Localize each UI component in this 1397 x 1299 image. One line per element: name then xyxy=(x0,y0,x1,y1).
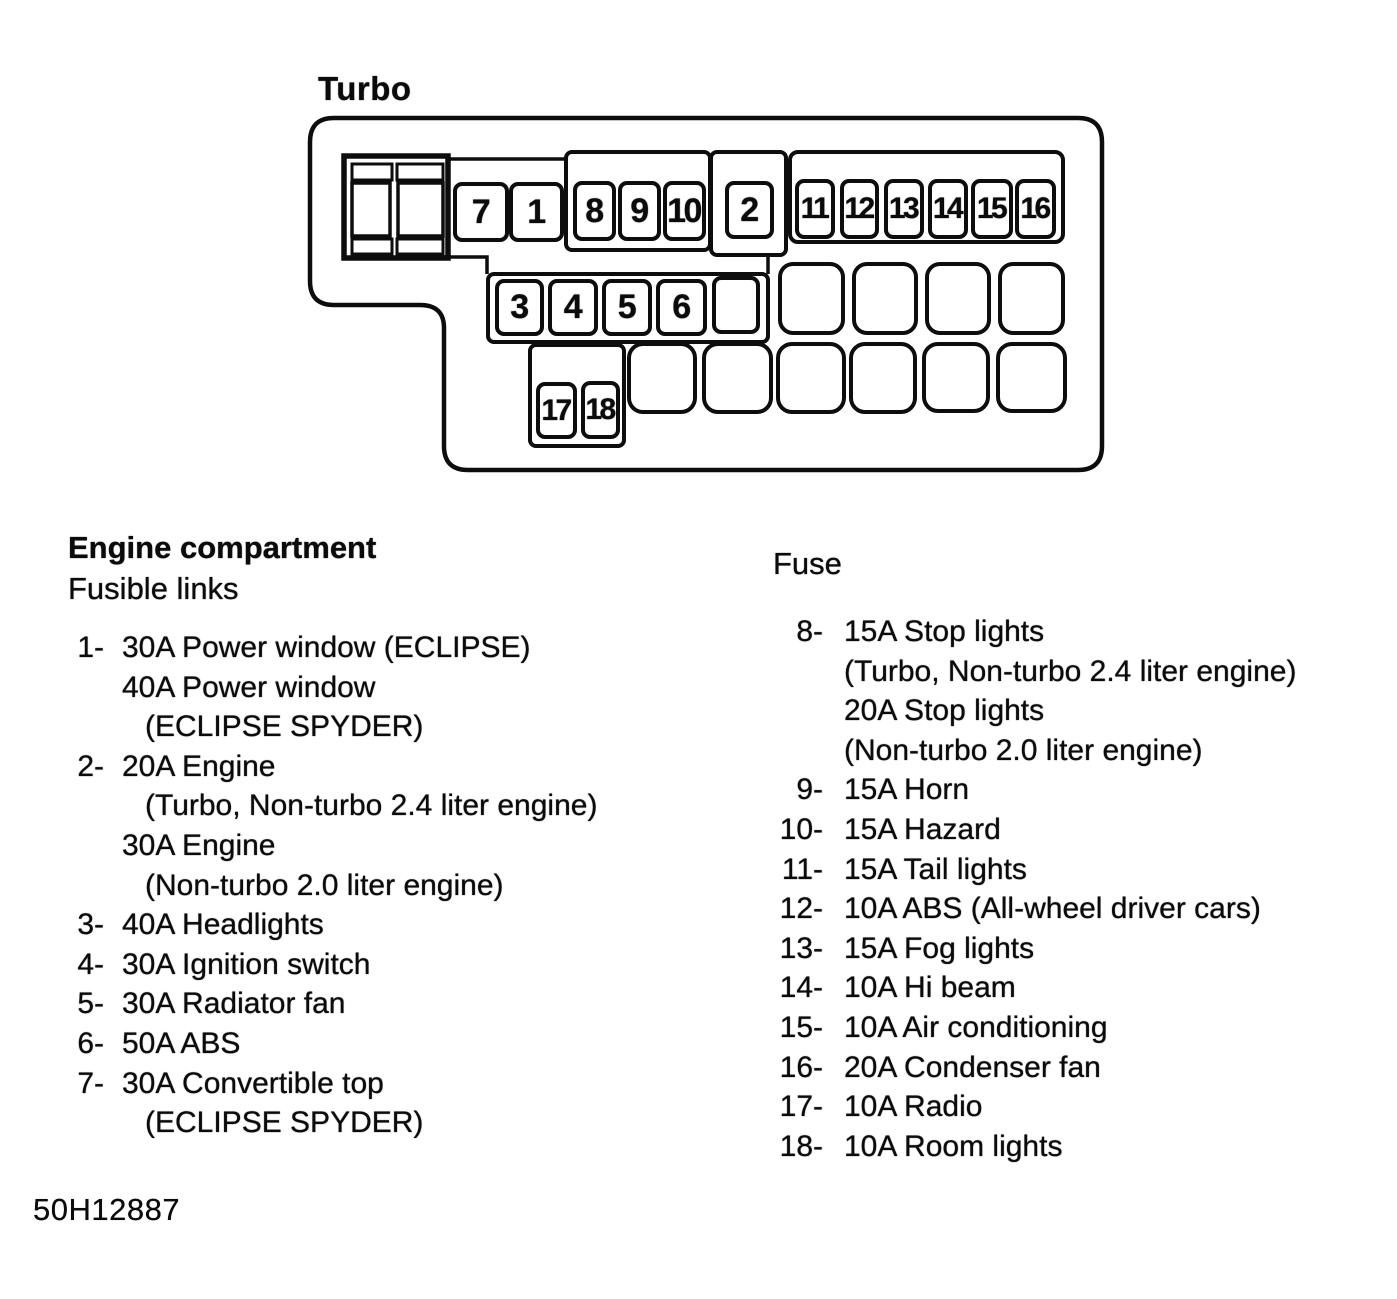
list-item xyxy=(763,731,1296,771)
item-number: 7- xyxy=(77,1066,104,1100)
item-number xyxy=(68,1103,104,1143)
item-text: 20A Engine xyxy=(122,749,276,783)
list-item xyxy=(68,826,597,866)
list-item xyxy=(763,770,1296,810)
list-item xyxy=(68,1064,597,1104)
item-text: 20A Stop lights xyxy=(844,694,1045,728)
item-text: 10A ABS (All-wheel driver cars) xyxy=(844,892,1261,926)
item-number xyxy=(68,786,104,826)
item-text: 30A Power window (ECLIPSE) xyxy=(122,631,531,664)
item-number: 17- xyxy=(779,1090,823,1124)
item-text: 30A Radiator fan xyxy=(122,987,346,1021)
item-number xyxy=(763,691,823,731)
item-text: 30A Ignition switch xyxy=(122,947,371,981)
item-number xyxy=(763,652,823,692)
item-text: (ECLIPSE SPYDER) xyxy=(145,1106,424,1140)
item-number: 1- xyxy=(77,631,104,664)
list-item xyxy=(763,1087,1296,1127)
fuse-3: 3 xyxy=(495,279,544,336)
list-item xyxy=(763,850,1296,890)
item-text: 15A Tail lights xyxy=(844,852,1027,886)
list-item xyxy=(68,628,597,668)
fuse-9: 9 xyxy=(618,181,661,241)
fuse-16: 16 xyxy=(1015,179,1056,239)
list-item xyxy=(763,612,1296,652)
fuse-12: 12 xyxy=(840,179,879,239)
item-text: 40A Headlights xyxy=(122,908,324,942)
list-item xyxy=(763,1008,1296,1048)
item-text: 10A Room lights xyxy=(844,1129,1063,1163)
item-number xyxy=(68,826,104,866)
blank-fuse-slot xyxy=(849,342,917,414)
fuse-13: 13 xyxy=(884,179,924,239)
fusible-link-block xyxy=(344,156,448,258)
item-text: 15A Hazard xyxy=(844,812,1001,846)
fuse-6: 6 xyxy=(656,279,707,336)
blank-fuse-slot xyxy=(776,342,846,414)
left-list-subheading: Fusible links xyxy=(68,571,239,606)
fuse-2: 2 xyxy=(725,181,774,239)
fuse-1: 1 xyxy=(509,182,564,242)
blank-fuse-slot xyxy=(712,276,760,334)
item-text: 20A Condenser fan xyxy=(844,1050,1101,1084)
list-item xyxy=(68,707,597,747)
item-text: 50A ABS xyxy=(122,1026,241,1060)
item-text: 10A Radio xyxy=(844,1090,983,1124)
item-text: 40A Power window xyxy=(122,670,376,704)
item-text: (Turbo, Non-turbo 2.4 liter engine) xyxy=(145,789,598,823)
list-item xyxy=(68,866,597,906)
blank-fuse-slot xyxy=(778,262,845,335)
fuse-7: 7 xyxy=(453,182,509,242)
list-item xyxy=(68,1024,597,1064)
list-item xyxy=(763,810,1296,850)
item-number: 4- xyxy=(77,947,104,981)
fuse-18: 18 xyxy=(581,381,620,439)
diagram-title: Turbo xyxy=(318,70,412,107)
item-text: (Non-turbo 2.0 liter engine) xyxy=(145,868,504,902)
list-item xyxy=(68,786,597,826)
item-number: 10- xyxy=(779,812,823,846)
item-number: 14- xyxy=(779,971,823,1005)
item-number: 6- xyxy=(77,1026,104,1060)
list-item xyxy=(68,905,597,945)
blank-fuse-slot xyxy=(702,342,773,414)
list-item xyxy=(763,889,1296,929)
item-number: 3- xyxy=(77,908,104,942)
item-text: (ECLIPSE SPYDER) xyxy=(145,710,424,744)
item-text: 15A Fog lights xyxy=(844,931,1035,965)
blank-fuse-slot xyxy=(922,342,990,413)
item-text: 30A Convertible top xyxy=(122,1066,384,1100)
item-number xyxy=(68,707,104,747)
list-item xyxy=(763,929,1296,969)
item-text: 10A Hi beam xyxy=(844,971,1016,1005)
list-item xyxy=(68,984,597,1024)
item-text: 30A Engine xyxy=(122,828,276,862)
list-item xyxy=(763,1127,1296,1167)
item-number: 8- xyxy=(796,615,823,648)
right-list-heading: Fuse xyxy=(773,546,842,581)
blank-fuse-slot xyxy=(627,342,697,414)
item-text: 15A Stop lights xyxy=(844,615,1045,648)
item-number: 2- xyxy=(77,749,104,783)
fuse-15: 15 xyxy=(971,179,1013,239)
item-number: 5- xyxy=(77,987,104,1021)
item-number xyxy=(68,866,104,906)
item-number: 9- xyxy=(796,773,823,807)
item-number: 15- xyxy=(779,1010,823,1044)
list-item xyxy=(763,652,1296,692)
item-text: 15A Horn xyxy=(844,773,970,807)
document-code: 50H12887 xyxy=(33,1192,181,1227)
fuse-8: 8 xyxy=(573,181,616,241)
blank-fuse-slot xyxy=(996,342,1067,413)
fusible-links-list xyxy=(68,628,597,1143)
item-number: 16- xyxy=(779,1050,823,1084)
list-item xyxy=(763,691,1296,731)
item-number: 12- xyxy=(779,892,823,926)
fuse-10: 10 xyxy=(663,181,706,241)
item-number xyxy=(763,731,823,771)
list-item xyxy=(763,968,1296,1008)
item-text: 10A Air conditioning xyxy=(844,1010,1108,1044)
list-item xyxy=(68,668,597,708)
item-number: 11- xyxy=(781,852,823,886)
list-item xyxy=(68,747,597,787)
item-number: 13- xyxy=(779,931,823,965)
blank-fuse-slot xyxy=(998,262,1065,335)
blank-fuse-slot xyxy=(852,262,918,335)
item-text: (Non-turbo 2.0 liter engine) xyxy=(844,733,1203,767)
fuse-11: 11 xyxy=(795,179,835,239)
blank-fuse-slot xyxy=(925,262,991,335)
list-item xyxy=(68,945,597,985)
left-list-heading: Engine compartment xyxy=(68,530,377,565)
fuse-14: 14 xyxy=(928,179,968,239)
fuse-4: 4 xyxy=(548,279,598,336)
fuse-5: 5 xyxy=(602,279,652,336)
list-item xyxy=(68,1103,597,1143)
fuse-list xyxy=(763,612,1296,1166)
fuse-17: 17 xyxy=(536,382,577,439)
item-number: 18- xyxy=(779,1129,823,1163)
item-text: (Turbo, Non-turbo 2.4 liter engine) xyxy=(844,654,1297,688)
item-number xyxy=(68,668,104,708)
list-item xyxy=(763,1048,1296,1088)
